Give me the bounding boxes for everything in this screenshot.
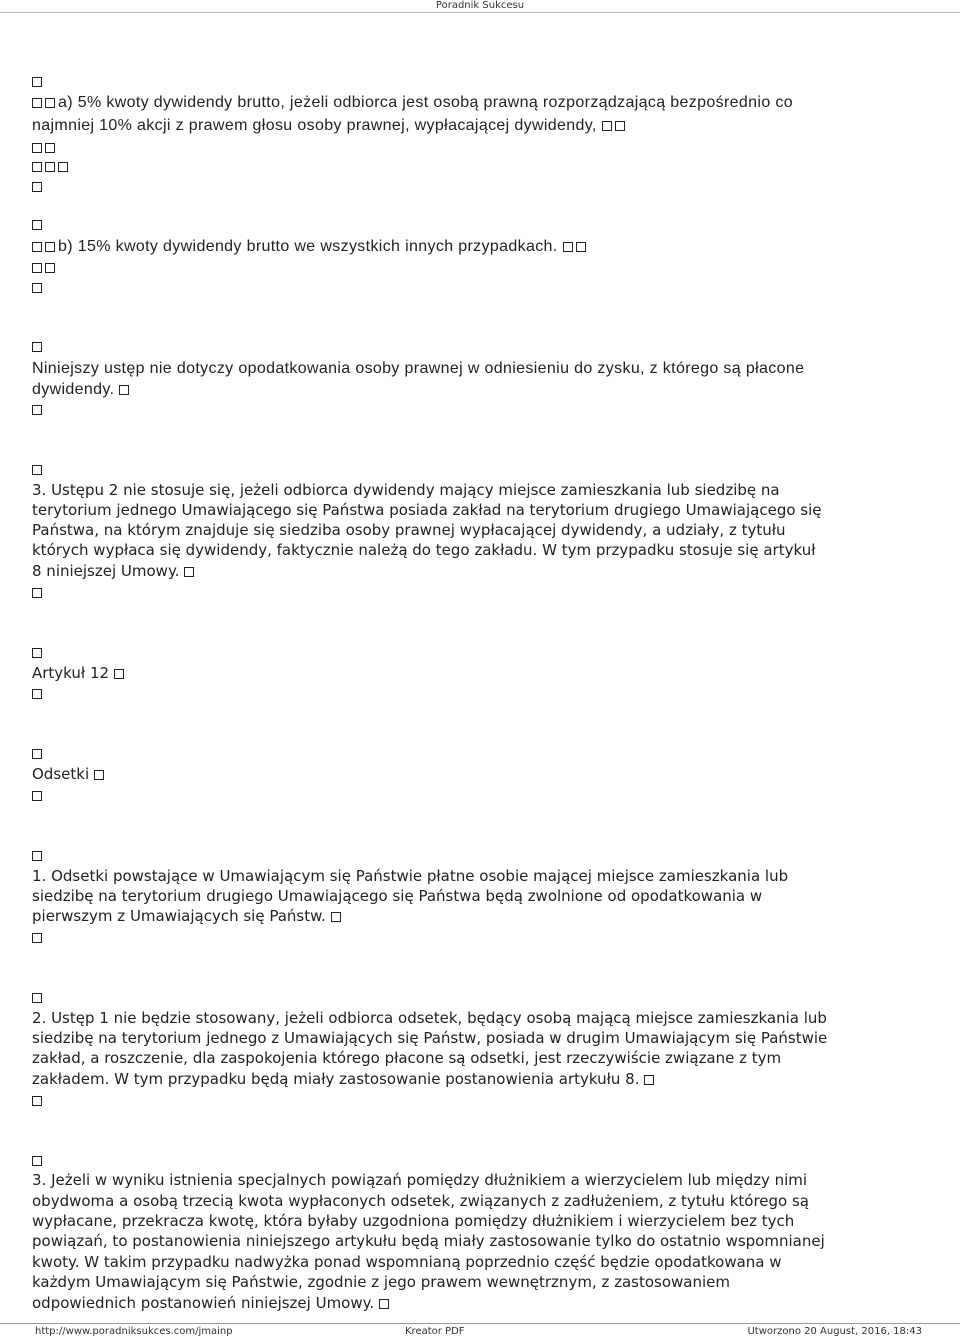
placeholder-line [32,1150,45,1170]
missing-glyph-icon [32,1156,42,1166]
missing-glyph-icon [32,405,42,415]
paragraph-text: powiązań, to postanowienia niniejszego artykułu będą miały zastosowanie tylko do ostatnio wspomnianej [32,1232,825,1250]
text-line [32,480,780,500]
placeholder-line [32,743,45,763]
page-footer [0,1323,960,1339]
text-line [32,380,132,400]
article-subtitle: Odsetki [32,765,90,783]
missing-glyph-icon [32,791,42,801]
text-line [32,561,197,581]
page-header: Poradnik Sukcesu [0,0,960,13]
paragraph-text: 3. Ustępu 2 nie stosuje się, jeżeli odbiorca dywidendy mający miejsce zamieszkania lub siedzibę na [32,481,780,499]
text-line [32,1191,809,1211]
paragraph-text: a) 5% kwoty dywidendy brutto, jeżeli odbiorca jest osobą prawną rozporządzającą bezpośrednio co [58,94,793,111]
missing-glyph-icon [32,993,42,1003]
placeholder-line [32,72,45,92]
text-line [32,1272,730,1292]
missing-glyph-icon [32,933,42,943]
paragraph-text: siedzibę na terytorium jednego z Umawiających się Państw, posiada w drugim Umawiającym się Państwie [32,1029,828,1047]
text-line [32,500,822,520]
text-line [32,359,804,379]
placeholder-line [32,642,45,662]
footer-creator: Kreator PDF [405,1326,465,1337]
missing-glyph-icon [32,283,42,293]
article-heading [32,663,127,683]
paragraph-text: obydwoma a osobą trzecią kwota wypłaconych odsetek, związanych z zadłużeniem, z tytułu którego są [32,1192,809,1210]
missing-glyph-icon [119,385,129,395]
placeholder-line [32,1090,45,1110]
missing-glyph-icon [184,567,194,577]
paragraph-text: 8 niniejszej Umowy. [32,562,180,580]
paragraph-text: kwoty. W takim przypadku nadwyżka ponad wspomnianą poprzednio część będzie opodatkowana w [32,1253,782,1271]
text-line [32,116,628,136]
missing-glyph-icon [644,1075,654,1085]
text-line [32,93,793,113]
missing-glyph-icon [32,263,42,273]
missing-glyph-icon [32,220,42,230]
placeholder-line [32,215,45,235]
paragraph-text: 2. Ustęp 1 nie będzie stosowany, jeżeli odbiorca odsetek, będący osobą mającą miejsce zamieszkania lub [32,1009,827,1027]
placeholder-line [32,138,58,158]
paragraph-text: odpowiednich postanowień niniejszej Umowy. [32,1294,375,1312]
placeholder-line [32,278,45,298]
article-title: Artykuł 12 [32,664,110,682]
text-line [32,1048,781,1068]
placeholder-line [32,400,45,420]
missing-glyph-icon [32,689,42,699]
text-line [32,1170,807,1190]
paragraph-text: Państwa, na którym znajduje się siedziba osoby prawnej wypłacającej dywidendy, a udziały, z tytułu [32,521,786,539]
paragraph-text: wypłacane, przekracza kwotę, która byłaby uzgodniona pomiędzy dłużnikiem i wierzycielem bez tych [32,1212,795,1230]
paragraph-text: zakładem. W tym przypadku będą miały zastosowanie postanowienia artykułu 8. [32,1070,640,1088]
placeholder-line [32,785,45,805]
footer-created-date: Utworzono 20 August, 2016, 18:43 [747,1326,922,1337]
placeholder-line [32,683,45,703]
missing-glyph-icon [32,242,42,252]
text-line [32,1008,827,1028]
missing-glyph-icon [32,98,42,108]
missing-glyph-icon [114,669,124,679]
placeholder-line [32,845,45,865]
text-line [32,886,762,906]
placeholder-line [32,157,71,177]
text-line [32,1231,825,1251]
paragraph-text: każdym Umawiającym się Państwie, zgodnie z jego prawem wewnętrznym, z zastosowaniem [32,1273,731,1291]
missing-glyph-icon [331,912,341,922]
placeholder-line [32,258,58,278]
missing-glyph-icon [94,770,104,780]
missing-glyph-icon [32,342,42,352]
paragraph-text: pierwszym z Umawiających się Państw. [32,907,326,925]
missing-glyph-icon [32,143,42,153]
paragraph-text: których wypłaca się dywidendy, faktycznie należą do tego zakładu. W tym przypadku stosuje się artykuł [32,541,816,559]
missing-glyph-icon [32,182,42,192]
text-line [32,237,589,257]
missing-glyph-icon [45,98,55,108]
missing-glyph-icon [576,242,586,252]
missing-glyph-icon [45,162,55,172]
text-line [32,866,788,886]
missing-glyph-icon [602,121,612,131]
placeholder-line [32,927,45,947]
missing-glyph-icon [32,648,42,658]
missing-glyph-icon [45,143,55,153]
paragraph-text: dywidendy. [32,381,115,398]
paragraph-text: Niniejszy ustęp nie dotyczy opodatkowania osoby prawnej w odniesieniu do zysku, z którego są płacone [32,360,805,377]
missing-glyph-icon [45,263,55,273]
missing-glyph-icon [32,851,42,861]
paragraph-text: najmniej 10% akcji z prawem głosu osoby prawnej, wypłacającej dywidendy, [32,117,597,134]
missing-glyph-icon [615,121,625,131]
missing-glyph-icon [32,465,42,475]
text-line [32,520,786,540]
missing-glyph-icon [563,242,573,252]
paragraph-text: 1. Odsetki powstające w Umawiającym się Państwie płatne osobie mającej miejsce zamieszkania lub [32,867,789,885]
placeholder-line [32,459,45,479]
paragraph-text: siedzibę na terytorium drugiego Umawiającego się Państwa będą zwolnione od opodatkowania w [32,887,763,905]
footer-url: http://www.poradniksukces.com/jmainp [35,1326,233,1337]
placeholder-line [32,582,45,602]
text-line [32,1293,392,1313]
missing-glyph-icon [32,749,42,759]
missing-glyph-icon [45,242,55,252]
placeholder-line [32,337,45,357]
text-line [32,906,344,926]
missing-glyph-icon [32,77,42,87]
paragraph-text: zakład, a roszczenie, dla zaspokojenia którego płacone są odsetki, jest rzeczywiście związane z tym [32,1049,782,1067]
placeholder-line [32,177,45,197]
placeholder-line [32,987,45,1007]
missing-glyph-icon [379,1299,389,1309]
text-line [32,540,815,560]
text-line [32,1252,782,1272]
text-line [32,1028,827,1048]
missing-glyph-icon [32,588,42,598]
missing-glyph-icon [32,162,42,172]
missing-glyph-icon [32,1096,42,1106]
paragraph-text: b) 15% kwoty dywidendy brutto we wszystkich innych przypadkach. [58,238,558,255]
text-line [32,1211,794,1231]
text-line [32,1069,657,1089]
paragraph-text: 3. Jeżeli w wyniku istnienia specjalnych powiązań pomiędzy dłużnikiem a wierzycielem lub między nimi [32,1171,808,1189]
missing-glyph-icon [58,162,68,172]
paragraph-text: terytorium jednego Umawiającego się Państwa posiada zakład na terytorium drugiego Umawiającego się [32,501,822,519]
article-subheading [32,764,107,784]
